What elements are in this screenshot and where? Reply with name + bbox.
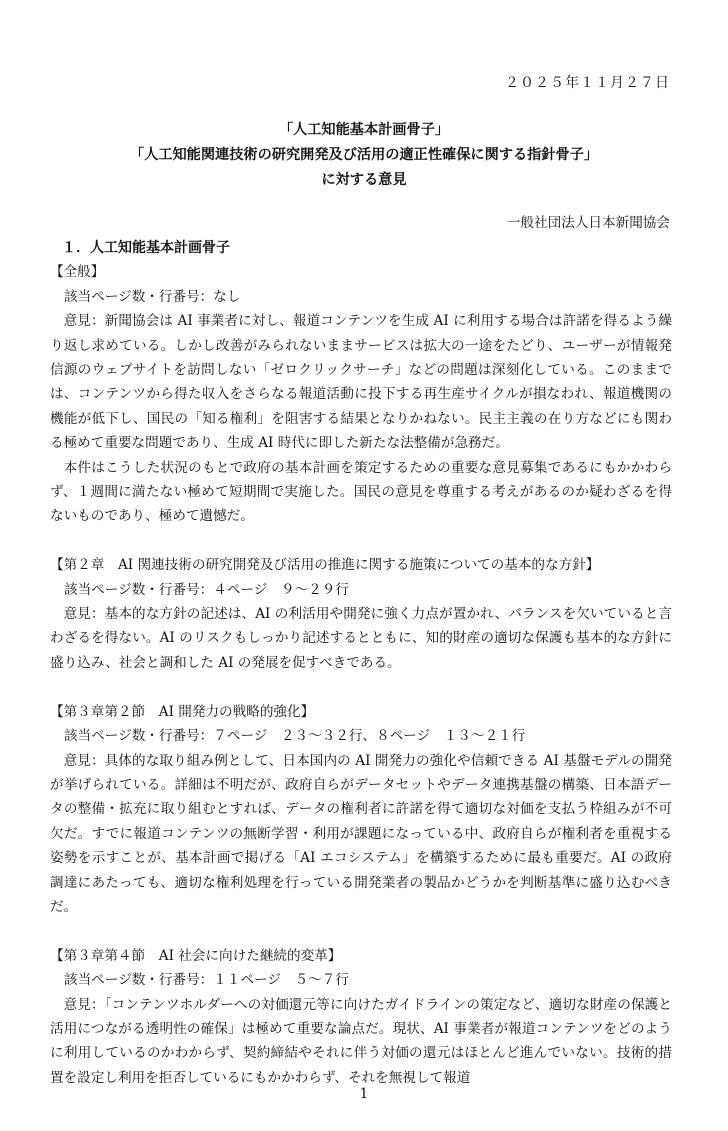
section-chapter3-4 (50, 944, 672, 1090)
opinion-paragraph: 意見：新聞協会は AI 事業者に対し、報道コンテンツを生成 AI に利用する場合は許諾を得るよう繰り返し求めている。しかし改善がみられないままサービスは拡大の一途をたどり、ユーザーが情報発信源のウェブサイトを訪問しない「ゼロクリックサーチ」などの問題は深刻化している。このままでは、コンテンツから得た収入をさらなる報道活動に投下する再生産サイクルが損なわれ、報道機関の機能が低下し、国民の「知る権利」を阻害する結果となりかねない。民主主義の在り方などにも関わる極めて重要な問題であり、生成 AI 時代に即した新たな法整備が急務だ。 (50, 313, 672, 452)
spacer (50, 529, 672, 553)
document-date: ２０２５年１１月２７日 (505, 75, 670, 91)
document-body (50, 236, 672, 1090)
opinion-paragraph: 本件はこうした状況のもとで政府の基本計画を策定するための重要な意見募集であるにもかかわらず、１週間に満たない極めて短期間で実施した。国民の意見を尊重する考えがあるのか疑わざるを得ないものであり、極めて遺憾だ。 (50, 459, 672, 525)
section-chapter2 (50, 553, 672, 675)
title-line-3: に対する意見 (321, 172, 407, 188)
page-number: 1 (359, 1086, 369, 1102)
spacer (50, 919, 672, 943)
organization-name: 一般社団法人日本新聞協会 (506, 215, 670, 231)
section-heading: 【第２章 AI 関連技術の研究開発及び活用の推進に関する施策についての基本的な方針】 (50, 557, 600, 574)
section-heading: 【第３章第２節 AI 開発力の戦略的強化】 (50, 703, 315, 720)
document-title (0, 118, 728, 193)
opinion-paragraph: 意見：具体的な取り組み例として、日本国内の AI 開発力の強化や信頼できる AI 基盤モデルの開発が挙げられている。詳細は不明だが、政府自らがデータセットやデータ連携基盤の構築、日本語データの整備・拡充に取り組むとすれば、データの権利者に許諾を得て適切な対価を支払う枠組みが不可欠だ。すでに報道コンテンツの無断学習・利用が課題になっている中、政府自らが権利者を重視する姿勢を示すことが、基本計画で掲げる「AI エコシステム」を構築するために最も重要だ。AI の政府調達にあたっても、適切な権利処理を行っている開発業者の製品かどうかを判断基準に盛り込むべきだ。 (50, 752, 672, 915)
section-heading: 【第３章第４節 AI 社会に向けた継続的変革】 (50, 947, 342, 964)
spacer (50, 675, 672, 699)
section-heading: 【全般】 (50, 264, 105, 281)
opinion-paragraph: 意見：基本的な方針の記述は、AI の利活用や開発に強く力点が置かれ、バランスを欠いていると言わざるを得ない。AI のリスクもしっかり記述するとともに、知的財産の適切な保護も基本的な方針に盛り込み、社会と調和した AI の発展を促すべきである。 (50, 606, 672, 671)
title-line-1: 「人工知能基本計画骨子」 (278, 122, 450, 138)
title-line-2: 「人工知能関連技術の研究開発及び活用の適正性確保に関する指針骨子」 (129, 147, 599, 163)
page-line-reference: 該当ページ数・行番号：７ページ ２３～３２行、８ページ １３～２１行 (64, 728, 526, 745)
section-heading-1: １．人工知能基本計画骨子 (62, 240, 230, 256)
section-chapter3-2 (50, 700, 672, 920)
section-general (50, 260, 672, 528)
page-line-reference: 該当ページ数・行番号：１１ページ ５～７行 (64, 972, 349, 989)
page-line-reference: 該当ページ数・行番号：４ページ ９～２９行 (64, 581, 349, 598)
page-line-reference: 該当ページ数・行番号：なし (64, 288, 241, 305)
opinion-paragraph: 意見：「コンテンツホルダーへの対価還元等に向けたガイドラインの策定など、適切な財産の保護と活用につながる透明性の確保」は極めて重要な論点だ。現状、AI 事業者が報道コンテンツをどのように利用しているのかわからず、契約締結やそれに伴う対価の還元はほとんど進んでいない。技術的措置を設定し利用を拒否しているにもかかわらず、それを無視して報道 (50, 996, 672, 1086)
